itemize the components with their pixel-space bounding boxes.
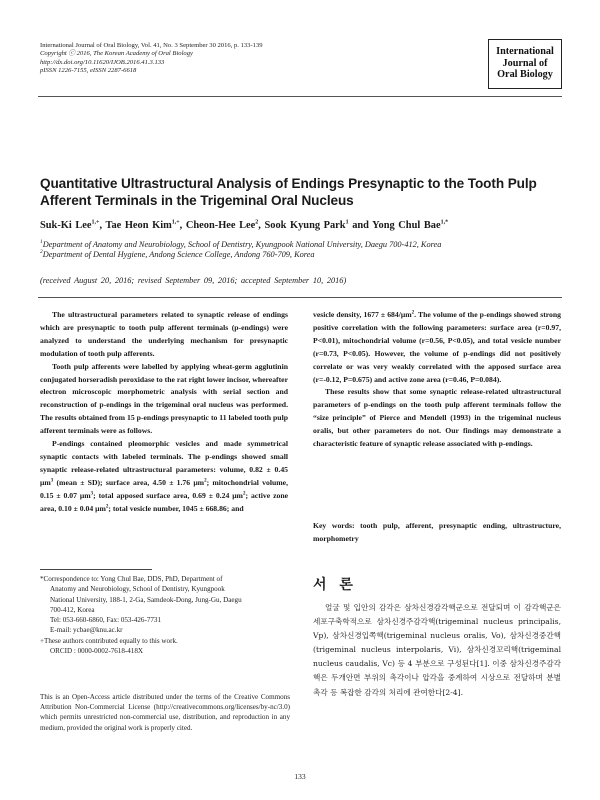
- affiliation-1: [40, 240, 560, 250]
- author-name: Yong Chul Bae: [372, 220, 441, 231]
- logo-line: Journal of: [502, 57, 548, 69]
- journal-citation: International Journal of Oral Biology, Vol. 41, No. 3 September 30 2016, p. 133-139: [40, 42, 263, 49]
- open-access-notice: This is an Open-Access article distributed under the terms of the Creative Commons Attribution Non-Commercial License (http://creativecommons.org/licenses/by-nc/3.0) which permits unrestricted non-commercial use, distribution, and reproduction in any medium, provided the original work is properly cited.: [40, 693, 290, 732]
- abstract-sup: 3: [50, 478, 54, 484]
- author-sup: 1,+: [171, 219, 180, 226]
- author-sup: 1,+: [91, 219, 100, 226]
- journal-header: [40, 42, 400, 75]
- footnote-line: 700-412, Korea: [50, 605, 95, 614]
- affiliations: [40, 240, 560, 261]
- abstract-text: ; mitochondrial volume, 0.15 ± 0.07 μm: [40, 477, 289, 500]
- abstract-sup: 3: [90, 491, 94, 497]
- abstract-left-column: [40, 309, 288, 516]
- intro-paragraph: 얼굴 및 입안의 감각은 삼차신경감각핵군으로 전달되며 이 감각핵군은 세포구축학적으로 삼차신경주감각핵(trigeminal nucleus principalis, Vp), 삼차신경입쪽핵(trigeminal nucleus oralis, Vo), 삼차신경중간핵(trigeminal nucleus interpolaris, Vi), 삼차신경꼬리핵(trigeminal nucleus caudalis, Vc) 등 4 부분으로 구성된다[1]. 이중 삼차신경주감각핵은 두개안면 부위의 촉각이나 압각을 중계하여 시상으로 전달하며 분별 촉각 등 복잡한 감각의 처리에 관여한다[2-4].: [313, 603, 561, 697]
- correspondence-footnote: [40, 574, 290, 656]
- abstract-sup: 2: [105, 504, 109, 510]
- author-sup: 1: [345, 219, 349, 226]
- copyright-line: Copyright ⓒ 2016, The Korean Academy of Oral Biology: [40, 50, 193, 58]
- footnote-line: National University, 188-1, 2-Ga, Samdeok-Dong, Jung-Gu, Daegu: [50, 595, 242, 604]
- abstract-paragraph: Tooth pulp afferents were labelled by applying wheat-germ agglutinin conjugated horseradish peroxidase to the rat right lower incisor, whereafter electron microscopic morphometric analysis with serial section and reconstruction of p-endings in the trigeminal oral nucleus was performed. The results obtained from 15 p-endings presynaptic to 11 labeled tooth pulp afferent terminals were as follows.: [40, 361, 288, 436]
- abstract-text: ; active zone area, 0.10 ± 0.04 μm: [40, 490, 289, 513]
- abstract-divider: [38, 297, 562, 298]
- keywords: Key words: tooth pulp, afferent, presynaptic ending, ultrastructure, morphometry: [313, 521, 561, 543]
- author-name: Suk-Ki Lee: [40, 220, 92, 231]
- orcid-link[interactable]: ORCID : 0000-0002-7618-418X: [50, 647, 144, 656]
- author-sup: 2: [255, 219, 259, 226]
- abstract-text: ; total vesicle number, 1045 ± 668.86; and: [108, 503, 244, 513]
- affiliation-2: [40, 250, 560, 260]
- footnote-line: +These authors contributed equally to this work.: [40, 636, 178, 645]
- abstract-text: (mean ± SD); surface area, 4.50 ± 1.76 μm: [53, 477, 205, 487]
- footnote-line: Tel: 053-660-6860, Fax: 053-426-7731: [50, 616, 162, 625]
- abstract-paragraph: [40, 438, 288, 515]
- affiliation-sup: 2: [40, 249, 43, 256]
- received-dates: (received August 20, 2016; revised September 09, 2016; accepted September 10, 2016): [40, 276, 347, 285]
- email-link[interactable]: E-mail: ycbae@knu.ac.kr: [50, 626, 123, 635]
- affiliation-text: Department of Dental Hygiene, Andong Science College, Andong 760-709, Korea: [42, 250, 315, 260]
- abstract-paragraph: [313, 309, 561, 386]
- abstract-right-column: [313, 309, 561, 451]
- affiliation-sup: 1: [40, 239, 43, 246]
- author-name: Cheon-Hee Lee: [185, 220, 256, 231]
- issn-line: pISSN 1226-7155, eISSN 2287-6618: [40, 66, 137, 74]
- abstract-text: P-endings contained pleomorphic vesicles and made symmetrical synaptic contacts with labeled terminals. The p-endings showed small synaptic release-related ultrastructural parameters: volume, 0.82 ± 0.45 μm: [40, 439, 288, 487]
- page-number: 133: [294, 772, 306, 781]
- abstract-paragraph: These results show that some synaptic release-related ultrastructural parameters of p-endings on the tooth pulp afferent terminals follow the “size principle” of Pierce and Mendell (1993) in the trigeminal nucleus oralis, but other parameters do not. Our findings may demonstrate a characteristic feature of synaptic release associated with p-endings.: [313, 387, 561, 449]
- doi-link[interactable]: http://dx.doi.org/10.11620/IJOB.2016.41.3.133: [40, 58, 165, 66]
- abstract-text: ; total apposed surface area, 0.69 ± 0.24 μm: [93, 490, 243, 500]
- author-name: Sook Kyung Park: [264, 220, 346, 231]
- footnote-divider: [40, 569, 152, 570]
- abstract-sup: 2: [411, 310, 415, 316]
- journal-logo: [488, 39, 562, 89]
- affiliation-text: Department of Anatomy and Neurobiology, School of Dentistry, Kyungpook National University, Daegu 700-412, Korea: [42, 240, 442, 249]
- footnote-line: Anatomy and Neurobiology, School of Dentistry, Kyungpook: [50, 585, 225, 594]
- abstract-sup: 2: [204, 478, 207, 484]
- abstract-paragraph: The ultrastructural parameters related to synaptic release of endings which are presynaptic to tooth pulp afferent terminals (p-endings) were analyzed to understand the underlying mechanism for presynaptic modulation of tooth pulp afferents.: [40, 310, 288, 358]
- header-divider: [38, 96, 562, 97]
- author-name: Tae Heon Kim: [105, 220, 172, 231]
- logo-line: International: [496, 46, 554, 57]
- abstract-text: vesicle density, 1677 ± 684/μm: [313, 310, 412, 319]
- abstract-text: . The volume of the p-endings showed strong positive correlation with the following parameters: surface area (r=0.97, P<0.01), mitochondrial volume (r=0.56, P<0.05), and total vesicle number (r=0.73, P<0.05). However, the volume of p-endings did not positively correlate or was very weakly correlated with the apposed surface area (r=-0.12, P=0.675) and active zone area (r=0.46, P=0.084).: [313, 310, 561, 384]
- author-list: Suk-Ki Lee$^{1,+}$, Tae Heon Kim$^{1,+}$, Cheon-Hee Lee$^2$, Sook Kyung Park$^1$ and Yong Chul Bae$^{1,*}$: [40, 219, 449, 231]
- footnote-line: *Correspondence to: Yong Chul Bae, DDS, PhD, Department of: [40, 575, 223, 583]
- section-heading: 서 론: [313, 577, 357, 593]
- author-sup: 1,*: [440, 219, 449, 226]
- logo-line: Oral Biology: [497, 69, 553, 81]
- abstract-sup: 2: [242, 491, 246, 497]
- article-title: Quantitative Ultrastructural Analysis of Endings Presynaptic to the Tooth Pulp Afferent Terminals in the Trigeminal Oral Nucleus: [40, 176, 537, 208]
- author-conjunction: and: [352, 220, 369, 231]
